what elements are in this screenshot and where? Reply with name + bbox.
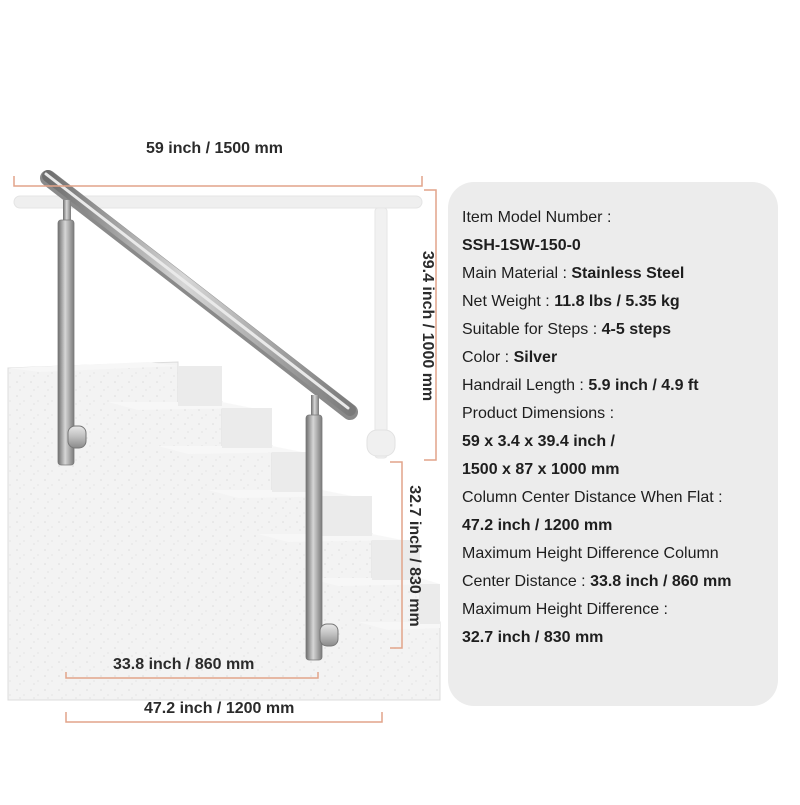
spec-product-dim-label: Product Dimensions : <box>462 405 615 422</box>
label-flat-distance: 47.2 inch / 1200 mm <box>144 700 295 717</box>
spec-max-height-value: 32.7 inch / 830 mm <box>462 629 604 646</box>
spec-color <box>462 348 557 368</box>
spec-weight-label: Net Weight : <box>462 293 550 310</box>
spec-center-flat-value: 47.2 inch / 1200 mm <box>462 517 613 534</box>
spec-length-label: Handrail Length : <box>462 377 584 394</box>
spec-weight-value: 11.8 lbs / 5.35 kg <box>554 293 680 310</box>
label-top-width: 59 inch / 1500 mm <box>146 140 283 157</box>
spec-panel <box>448 182 778 706</box>
spec-max-height-label: Maximum Height Difference : <box>462 601 668 618</box>
label-height-difference: 32.7 inch / 830 mm <box>406 485 423 627</box>
spec-steps-label: Suitable for Steps : <box>462 321 598 338</box>
spec-max-height-center-value: 33.8 inch / 860 mm <box>590 573 732 590</box>
spec-material-label: Main Material : <box>462 265 567 282</box>
spec-model-label: Item Model Number : <box>462 209 612 226</box>
spec-weight <box>462 292 680 312</box>
dim-top-width <box>14 176 422 186</box>
spec-steps-value: 4-5 steps <box>601 321 672 338</box>
spec-material <box>462 264 684 284</box>
spec-max-height-center <box>462 572 731 592</box>
spec-center-flat-label: Column Center Distance When Flat : <box>462 489 723 506</box>
spec-steps <box>462 320 671 340</box>
spec-max-height-center-label-1: Maximum Height Difference Column <box>462 545 719 562</box>
label-column-center: 33.8 inch / 860 mm <box>113 656 255 673</box>
spec-color-value: Silver <box>513 349 558 366</box>
spec-color-label: Color : <box>462 349 510 366</box>
spec-product-dim-value-1: 59 x 3.4 x 39.4 inch / <box>462 433 615 450</box>
spec-length-value: 5.9 inch / 4.9 ft <box>588 377 699 394</box>
label-post-height: 39.4 inch / 1000 mm <box>419 250 436 402</box>
spec-material-value: Stainless Steel <box>571 265 685 282</box>
spec-max-height-center-label-2: Center Distance : <box>462 573 586 590</box>
spec-model-value: SSH-1SW-150-0 <box>462 237 581 254</box>
spec-product-dim-value-2: 1500 x 87 x 1000 mm <box>462 461 620 478</box>
spec-length <box>462 376 699 396</box>
